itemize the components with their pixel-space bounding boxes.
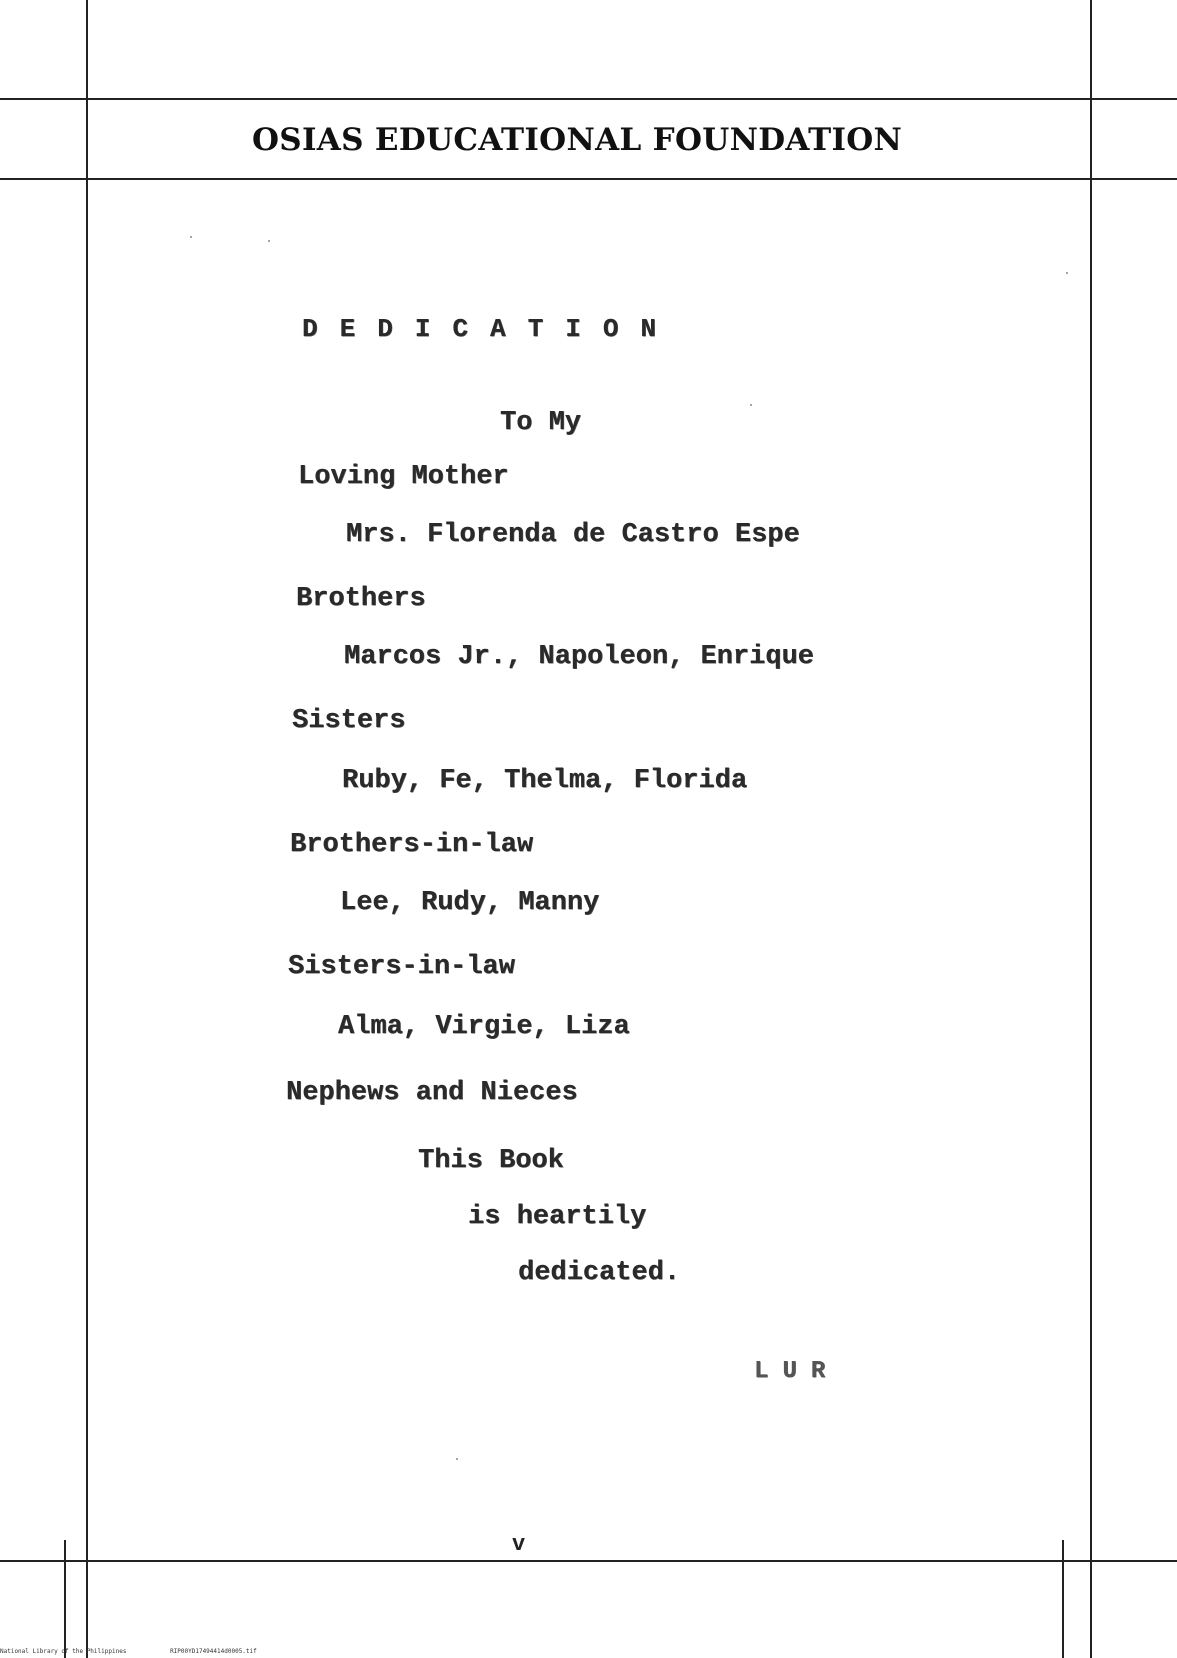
dedication-line: Loving Mother bbox=[298, 462, 509, 492]
author-initials: LUR bbox=[754, 1358, 840, 1385]
dedication-line: Lee, Rudy, Manny bbox=[340, 888, 600, 918]
scan-footer bbox=[0, 1648, 297, 1655]
dedication-line: This Book bbox=[418, 1146, 564, 1176]
speck bbox=[750, 404, 752, 406]
speck bbox=[456, 1458, 458, 1460]
footer-filename: RIP00YD17494414d0005.tif bbox=[170, 1648, 257, 1655]
right-border-line bbox=[1090, 0, 1092, 1658]
speck bbox=[1066, 272, 1068, 274]
dedication-line: To My bbox=[500, 408, 582, 438]
dedication-line: Sisters bbox=[292, 706, 406, 736]
dedication-line: Mrs. Florenda de Castro Espe bbox=[346, 520, 800, 550]
dedication-line: is heartily bbox=[468, 1202, 647, 1232]
speck bbox=[190, 236, 192, 238]
dedication-line: Alma, Virgie, Liza bbox=[338, 1012, 630, 1042]
footer-library: National Library of the Philippines bbox=[0, 1648, 127, 1655]
dedication-heading: DEDICATION bbox=[302, 314, 679, 344]
dedication-line: Sisters-in-law bbox=[288, 952, 515, 982]
dedication-line: Nephews and Nieces bbox=[286, 1078, 578, 1108]
top-rule bbox=[0, 98, 1177, 100]
right-crop-mark bbox=[1062, 1540, 1064, 1658]
page-number: v bbox=[512, 1532, 526, 1557]
left-border-line bbox=[86, 0, 88, 1658]
dedication-line: Brothers-in-law bbox=[290, 830, 534, 860]
dedication-line: Brothers bbox=[296, 584, 426, 614]
header-underline bbox=[0, 178, 1177, 180]
left-crop-mark bbox=[64, 1540, 66, 1658]
page-header-title: OSIAS EDUCATIONAL FOUNDATION bbox=[252, 122, 903, 158]
dedication-line: Ruby, Fe, Thelma, Florida bbox=[342, 766, 748, 796]
dedication-line: Marcos Jr., Napoleon, Enrique bbox=[344, 642, 814, 672]
bottom-rule bbox=[0, 1560, 1177, 1562]
speck bbox=[268, 240, 270, 242]
dedication-line: dedicated. bbox=[518, 1258, 681, 1288]
